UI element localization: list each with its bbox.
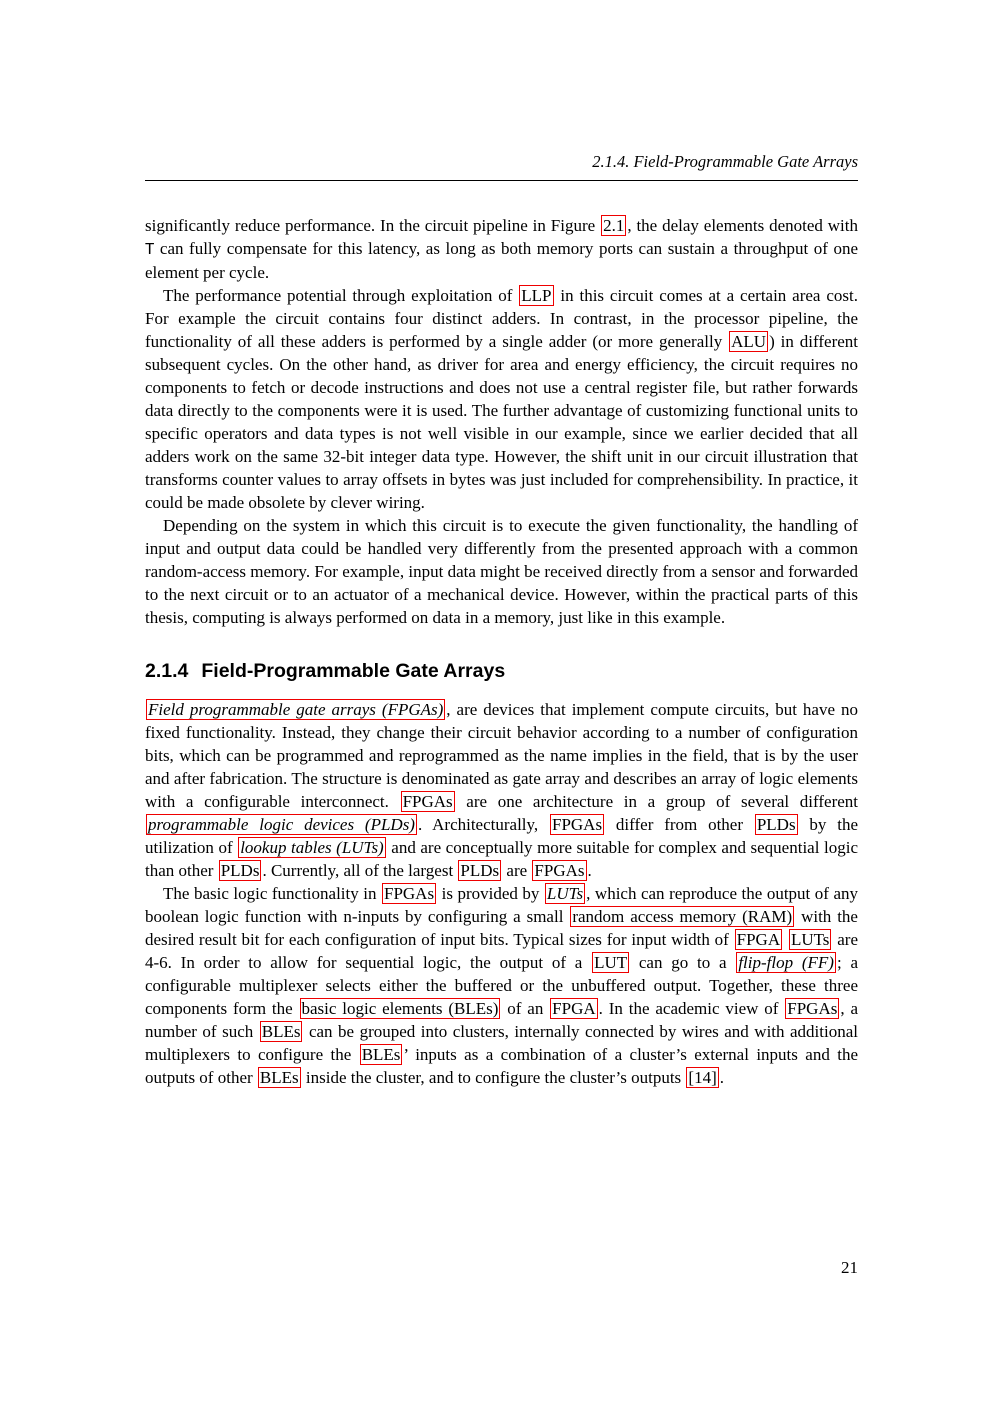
inline-link[interactable]: FPGAs xyxy=(402,792,453,811)
inline-link[interactable]: PLDs xyxy=(220,861,260,880)
inline-link[interactable]: ALU xyxy=(731,332,767,351)
text-segment: of an xyxy=(501,999,550,1018)
paragraph xyxy=(145,882,858,1089)
text-segment: inside the cluster, and to configure the cluster’s outputs xyxy=(301,1068,686,1087)
text-segment xyxy=(783,930,788,949)
text-segment: with the desired result bit for each configuration of input bits. Typical sizes for input width of xyxy=(145,907,858,949)
inline-link[interactable]: FPGAs xyxy=(552,815,603,834)
inline-link[interactable]: BLEs xyxy=(259,1068,299,1087)
inline-link[interactable]: LUTs xyxy=(790,930,830,949)
text-segment: The basic logic functionality in xyxy=(163,884,381,903)
inline-link[interactable]: flip-flop (FF) xyxy=(738,953,834,972)
text-segment: are 4-6. In order to allow for sequential logic, the output of a xyxy=(145,930,858,972)
text-segment: and are conceptually more suitable for complex and sequential logic than other xyxy=(145,838,858,880)
inline-link[interactable]: FPGA xyxy=(736,930,781,949)
inline-link[interactable]: FPGAs xyxy=(384,884,435,903)
text-segment: by the utilization of xyxy=(145,815,858,857)
inline-link[interactable]: Field programmable gate arrays (FPGAs) xyxy=(148,700,444,719)
text-segment: ) in different subsequent cycles. On the other hand, as driver for area and energy efficiency, the circuit requires no components to fetch or decode instructions and does not use a central register file, but rather forwards data directly to the components were it is used. The further advantage of customizing functional units to specific operators and data types is not well visible in our example, since we earlier decided that all adders work on the same 32-bit integer data type. However, the shift unit in our circuit illustration that transforms counter values to array offsets in bytes was just included for comprehensibility. In practice, it could be made obsolete by clever wiring. xyxy=(145,332,858,512)
text-segment: . Architecturally, xyxy=(417,815,549,834)
inline-link[interactable]: basic logic elements (BLEs) xyxy=(301,999,499,1018)
text-segment: . xyxy=(719,1068,724,1087)
text-segment: can fully compensate for this latency, as long as both memory ports can sustain a throughput of one element per cycle. xyxy=(145,239,858,282)
paragraph xyxy=(145,698,858,882)
inline-link[interactable]: BLEs xyxy=(361,1045,401,1064)
text-segment: ’ inputs as a combination of a cluster’s external inputs and the outputs of other xyxy=(145,1045,858,1087)
paragraph xyxy=(145,514,858,629)
text-segment: significantly reduce performance. In the circuit pipeline in Figure xyxy=(145,216,601,235)
text-segment: can be grouped into clusters, internally connected by wires and with additional multiplexers to configure the xyxy=(145,1022,858,1064)
text-segment: , which can reproduce the output of any boolean logic function with n-inputs by configuring a small xyxy=(145,884,858,926)
inline-link[interactable]: PLDs xyxy=(756,815,796,834)
inline-link[interactable]: BLEs xyxy=(261,1022,301,1041)
inline-link[interactable]: programmable logic devices (PLDs) xyxy=(148,815,415,834)
paragraph xyxy=(145,214,858,284)
section-title: Field-Programmable Gate Arrays xyxy=(201,660,506,682)
inline-link[interactable]: LUTs xyxy=(546,884,584,903)
text-segment: Depending on the system in which this circuit is to execute the given functionality, the handling of input and output data could be handled very differently from the presented approach with a common random-access memory. For example, input data might be received directly from a sensor and forwarded to the next circuit or to an actuator of a mechanical device. However, within the practical parts of this thesis, computing is always performed on data in a memory, just like in this example. xyxy=(145,516,858,627)
text-segment: . Currently, all of the largest xyxy=(262,861,458,880)
paragraph xyxy=(145,284,858,514)
inline-link[interactable]: PLDs xyxy=(460,861,500,880)
inline-link[interactable]: LUT xyxy=(594,953,628,972)
inline-link[interactable]: 2.1 xyxy=(603,216,625,235)
citation-link[interactable]: [14] xyxy=(688,1068,717,1087)
inline-link[interactable]: random access memory (RAM) xyxy=(572,907,793,926)
running-header-text: 2.1.4. Field-Programmable Gate Arrays xyxy=(592,152,858,171)
text-segment: can go to a xyxy=(630,953,736,972)
inline-link[interactable]: lookup tables (LUTs) xyxy=(240,838,384,857)
page-content xyxy=(145,152,858,1089)
text-segment: , a number of such xyxy=(145,999,858,1041)
text-segment: ; a configurable multiplexer selects either the buffered or the unbuffered output. Together, these three components form the xyxy=(145,953,858,1018)
text-segment: are xyxy=(502,861,532,880)
text-segment: , are devices that implement compute circuits, but have no fixed functionality. Instead, they change their circuit behavior according to a number of configuration bits, which can be programmed and reprogrammed as the name implies in the field, that is by the user and after fabrication. The structure is denominated as gate array and describes an array of logic elements with a configurable interconnect. xyxy=(145,700,858,811)
running-header xyxy=(145,152,858,181)
inline-link[interactable]: FPGAs xyxy=(787,999,838,1018)
body-text xyxy=(145,214,858,1089)
inline-link[interactable]: FPGA xyxy=(552,999,596,1018)
section-heading xyxy=(145,659,858,683)
text-segment: The performance potential through exploitation of xyxy=(163,286,519,305)
page-number: 21 xyxy=(841,1258,858,1277)
text-segment: are one architecture in a group of several different xyxy=(455,792,858,811)
inline-link[interactable]: FPGAs xyxy=(534,861,585,880)
section-number: 2.1.4 xyxy=(145,660,189,682)
inline-link[interactable]: LLP xyxy=(521,286,552,305)
text-segment: differ from other xyxy=(605,815,754,834)
text-segment: . xyxy=(587,861,592,880)
text-segment: in this circuit comes at a certain area cost. For example the circuit contains four distinct adders. In contrast, in the processor pipeline, the functionality of all these adders is performed by a single adder (or more generally xyxy=(145,286,858,351)
text-segment: , the delay elements denoted with xyxy=(627,216,859,235)
text-segment: is provided by xyxy=(437,884,544,903)
text-segment: . In the academic view of xyxy=(598,999,785,1018)
code-text: T xyxy=(145,240,155,258)
